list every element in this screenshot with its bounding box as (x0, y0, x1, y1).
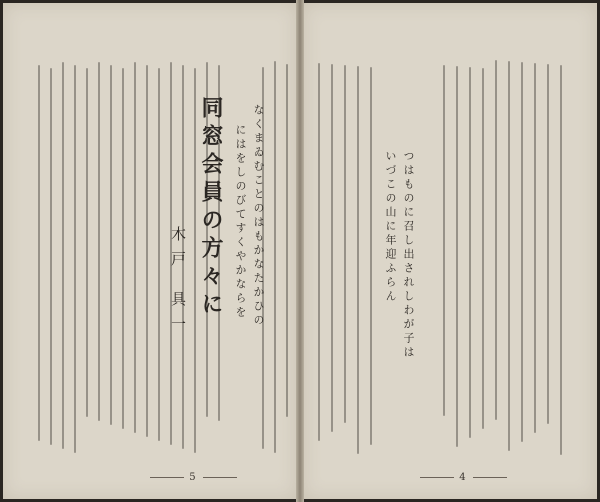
body-text-column (482, 68, 484, 429)
body-text-column (62, 62, 64, 449)
body-text-column (560, 65, 562, 455)
body-text-column (521, 62, 523, 442)
body-text-column (98, 62, 100, 421)
body-text-column (50, 68, 52, 445)
body-text-column (38, 65, 40, 441)
body-text-column (74, 65, 76, 453)
body-text-column (274, 61, 276, 453)
body-text-column (456, 66, 458, 447)
body-text-column (122, 68, 124, 429)
body-text-column (370, 67, 372, 445)
body-text-column (495, 60, 497, 420)
right-page (303, 3, 597, 499)
poem-line: なくまゐむことのはもかなたかひの (252, 104, 265, 328)
body-text-column (206, 62, 208, 417)
page-number-left-text: 5 (189, 472, 198, 483)
poem-line: つはものに召し出されしわが子は (402, 150, 415, 360)
author-name: 木戸 具一 (169, 226, 187, 341)
body-text-column (262, 67, 264, 449)
page-number-right (420, 472, 507, 483)
body-text-column (508, 61, 510, 451)
body-text-column (146, 65, 148, 437)
body-text-column (86, 68, 88, 417)
book-gutter (296, 0, 304, 502)
body-text-column (469, 67, 471, 438)
body-text-column (194, 68, 196, 453)
page-number-right-text: 4 (459, 472, 468, 483)
body-text-column (110, 65, 112, 425)
poem-line: にはをしのびてすくやかならを (234, 124, 247, 320)
body-text-column (344, 65, 346, 423)
body-text-column (331, 64, 333, 432)
page-number-left (150, 472, 237, 483)
body-text-column (158, 68, 160, 441)
body-text-column (218, 65, 220, 421)
body-text-column (357, 66, 359, 454)
body-text-column (443, 65, 445, 416)
body-text-column (318, 63, 320, 441)
body-text-column (547, 64, 549, 424)
body-text-column (134, 62, 136, 433)
poem-line: いづこの山に年迎ふらん (384, 150, 397, 304)
body-text-column (534, 63, 536, 433)
page-title: 同窓会員の方々に (198, 96, 224, 320)
body-text-column (182, 65, 184, 449)
body-text-column (170, 62, 172, 445)
body-text-column (286, 64, 288, 417)
